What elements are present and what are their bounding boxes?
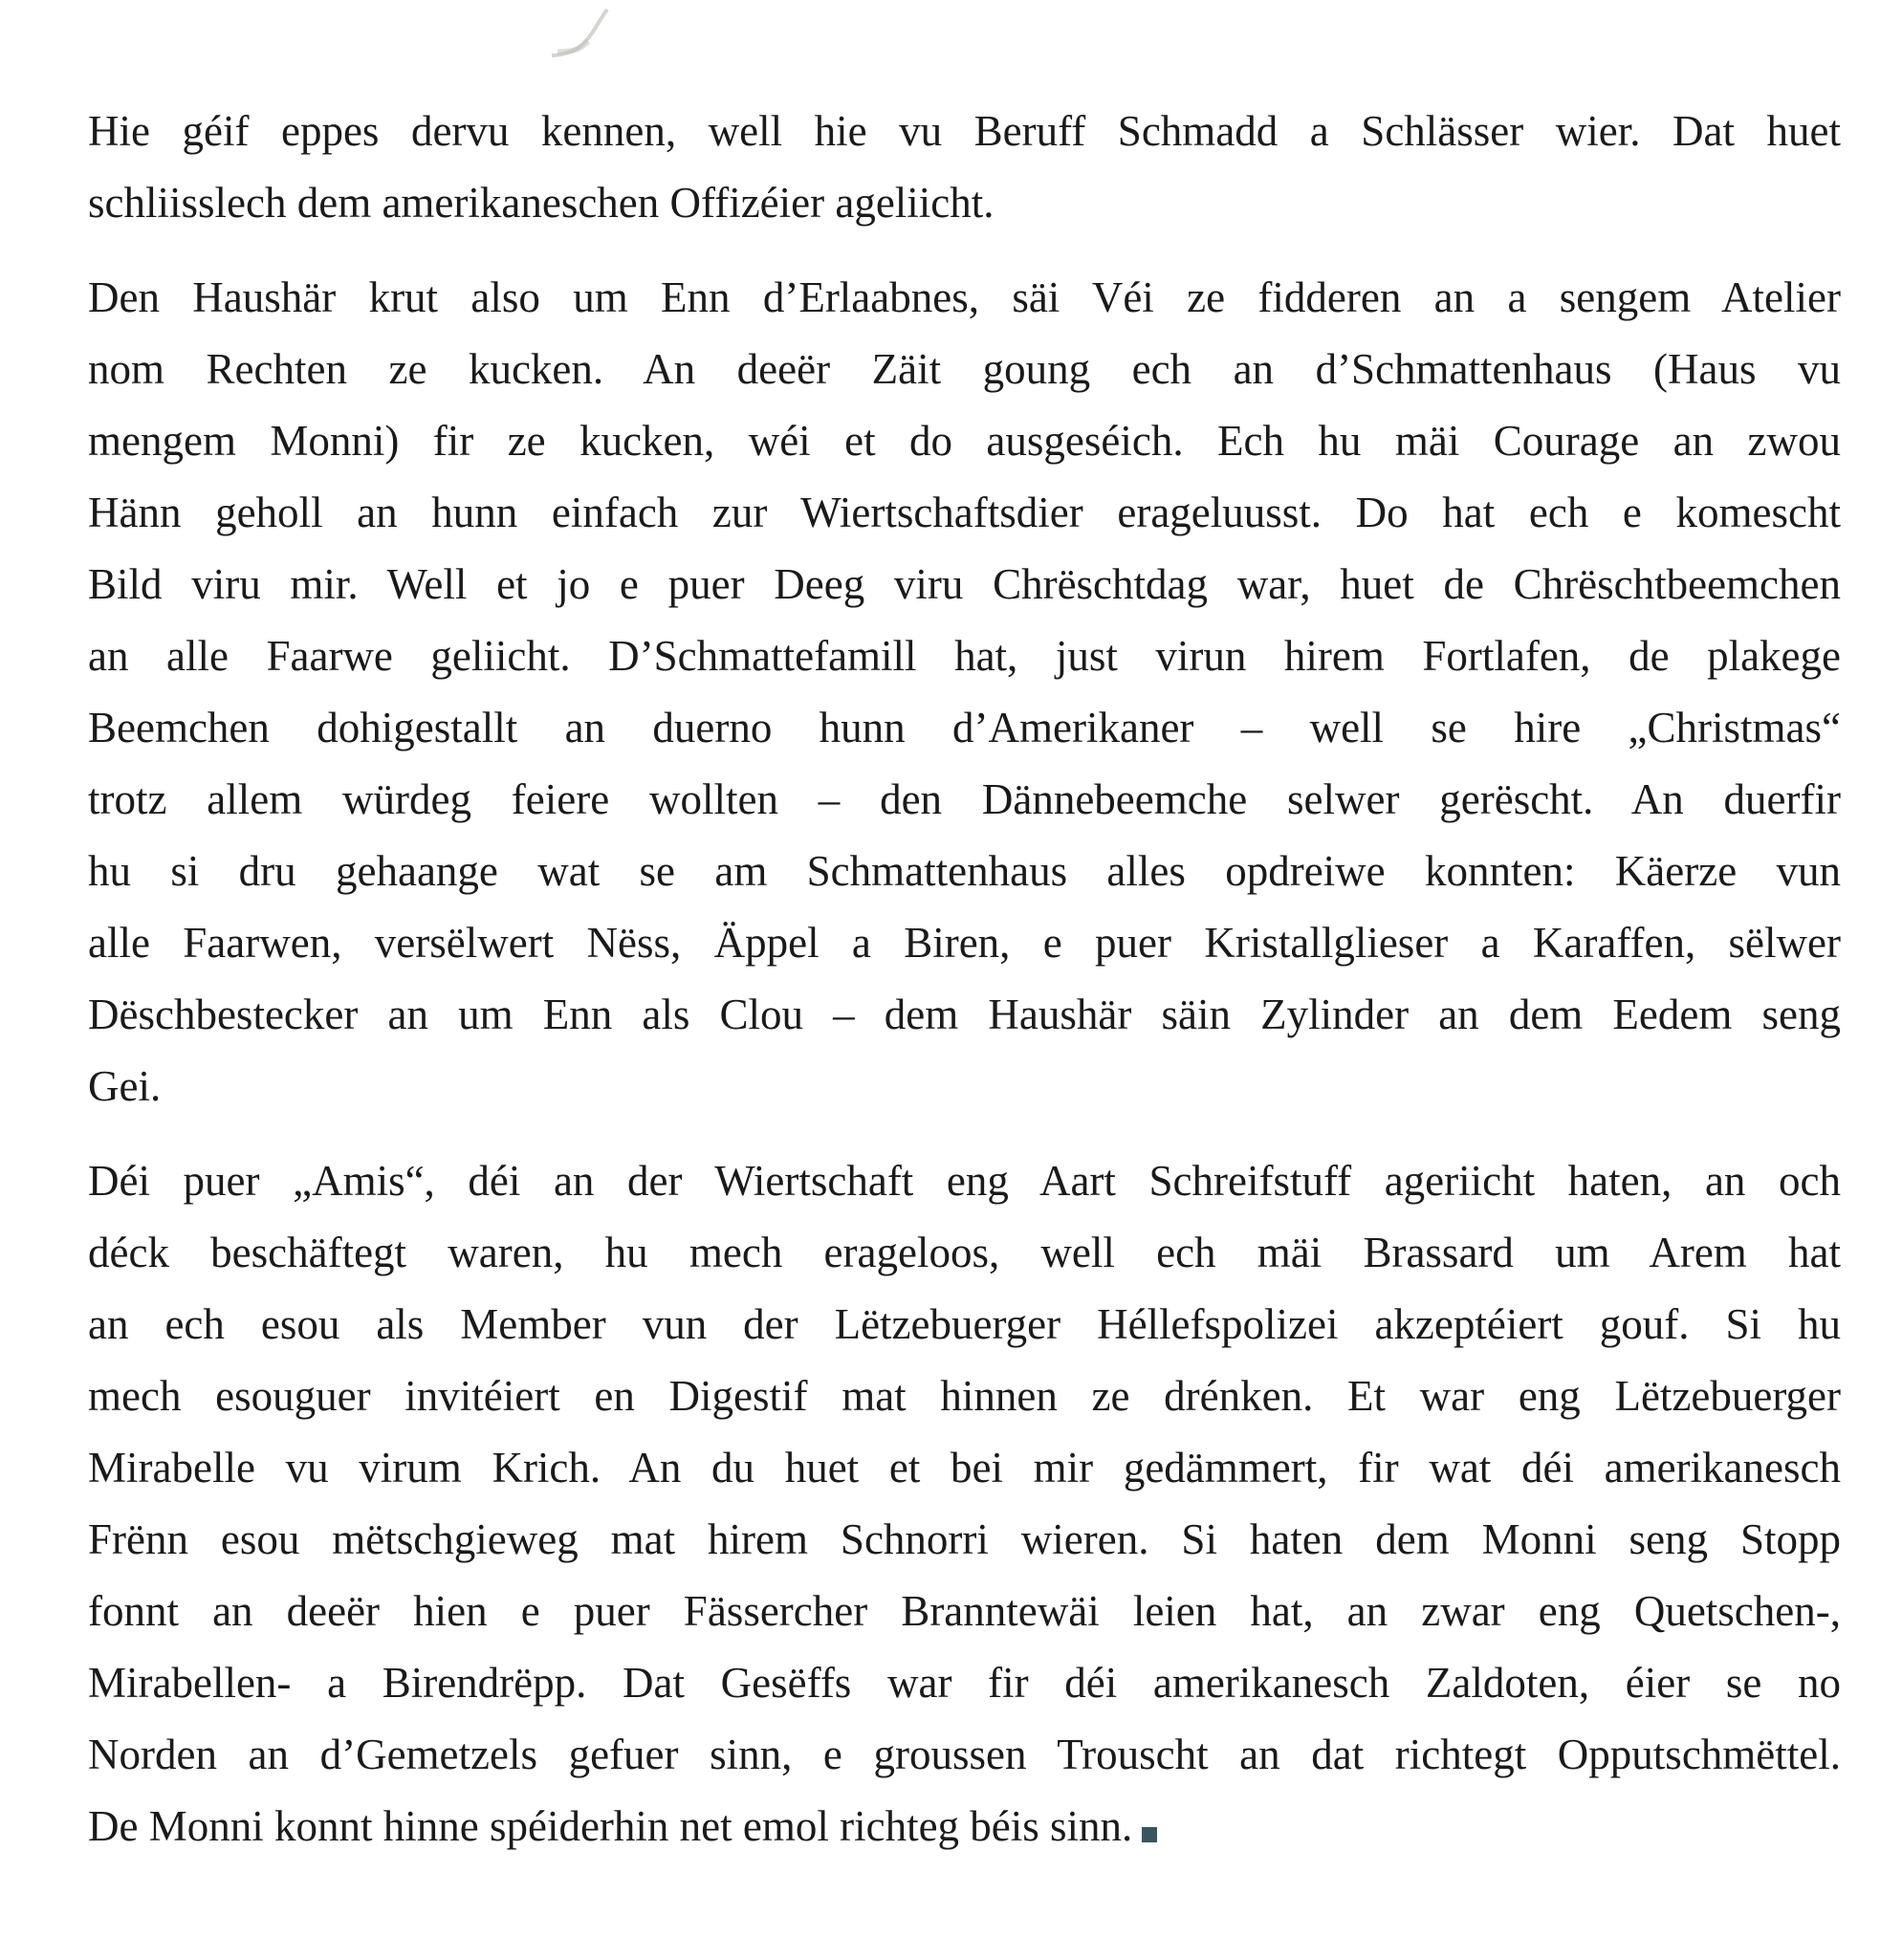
- text-line: schliisslech dem amerikaneschen Offizéier ageliicht.: [88, 179, 995, 227]
- text-line: mengem Monni) fir ze kucken, wéi et do ausgeséich. Ech hu mäi Courage an zwou: [88, 417, 1841, 465]
- text-line: trotz allem würdeg feiere wollten – den Dännebeemche selwer gerëscht. An duerfir: [88, 775, 1841, 823]
- text-line: fonnt an deeër hien e puer Fässercher Branntewäi leien hat, an zwar eng Quetschen-,: [88, 1587, 1841, 1635]
- text-line: De Monni konnt hinne spéiderhin net emol richteg béis sinn.: [88, 1791, 1841, 1862]
- text-line: Déi puer „Amis“, déi an der Wiertschaft eng Aart Schreifstuff ageriicht haten, an och: [88, 1157, 1841, 1205]
- text-line: Dëschbestecker an um Enn als Clou – dem Haushär säin Zylinder an dem Eedem seng: [88, 991, 1841, 1038]
- text-line: hu si dru gehaange wat se am Schmattenhaus alles opdreiwe konnten: Käerze vun: [88, 847, 1841, 895]
- text-line: mech esouguer invitéiert en Digestif mat hinnen ze drénken. Et war eng Lëtzebuerger: [88, 1372, 1841, 1420]
- text-line: Gei.: [88, 1062, 162, 1110]
- text-line: Frënn esou mëtschgieweg mat hirem Schnorri wieren. Si haten dem Monni seng Stopp: [88, 1515, 1841, 1563]
- text-line: an alle Faarwe geliicht. D’Schmattefamill hat, just virun hirem Fortlafen, de plakege: [88, 632, 1841, 680]
- text-line: alle Faarwen, versëlwert Nëss, Äppel a Biren, e puer Kristallglieser a Karaffen, sëlwer: [88, 919, 1841, 967]
- text-line: déck beschäftegt waren, hu mech erageloos, well ech mäi Brassard um Arem hat: [88, 1229, 1841, 1276]
- text-line: Bild viru mir. Well et jo e puer Deeg viru Chrëschtdag war, huet de Chrëschtbeemchen: [88, 560, 1841, 608]
- text-line: Mirabellen- a Birendrëpp. Dat Gesëffs war fir déi amerikanesch Zaldoten, éier se no: [88, 1659, 1841, 1707]
- paragraph: [88, 96, 1841, 239]
- text-line: Den Haushär krut also um Enn d’Erlaabnes, säi Véi ze fidderen an a sengem Atelier: [88, 273, 1841, 321]
- text-line: Mirabelle vu virum Krich. An du huet et bei mir gedämmert, fir wat déi amerikanesch: [88, 1444, 1841, 1492]
- text-line: Hie géif eppes dervu kennen, well hie vu Beruff Schmadd a Schlässer wier. Dat huet: [88, 107, 1841, 155]
- paragraph: [88, 1145, 1841, 1862]
- text-line: Norden an d’Gemetzels gefuer sinn, e groussen Trouscht an dat richtegt Opputschmëttel.: [88, 1731, 1841, 1778]
- text-line: nom Rechten ze kucken. An deeër Zäit goung ech an d’Schmattenhaus (Haus vu: [88, 345, 1841, 393]
- document-body: [88, 96, 1841, 1885]
- text-line: Hänn geholl an hunn einfach zur Wiertschaftsdier erageluusst. Do hat ech e komescht: [88, 489, 1841, 536]
- scan-smudge: [550, 8, 617, 60]
- square-end-mark-icon: [1142, 1827, 1157, 1842]
- text-line: an ech esou als Member vun der Lëtzebuerger Héllefspolizei akzeptéiert gouf. Si hu: [88, 1300, 1841, 1348]
- text-line: Beemchen dohigestallt an duerno hunn d’Amerikaner – well se hire „Christmas“: [88, 704, 1841, 751]
- paragraph: [88, 262, 1841, 1122]
